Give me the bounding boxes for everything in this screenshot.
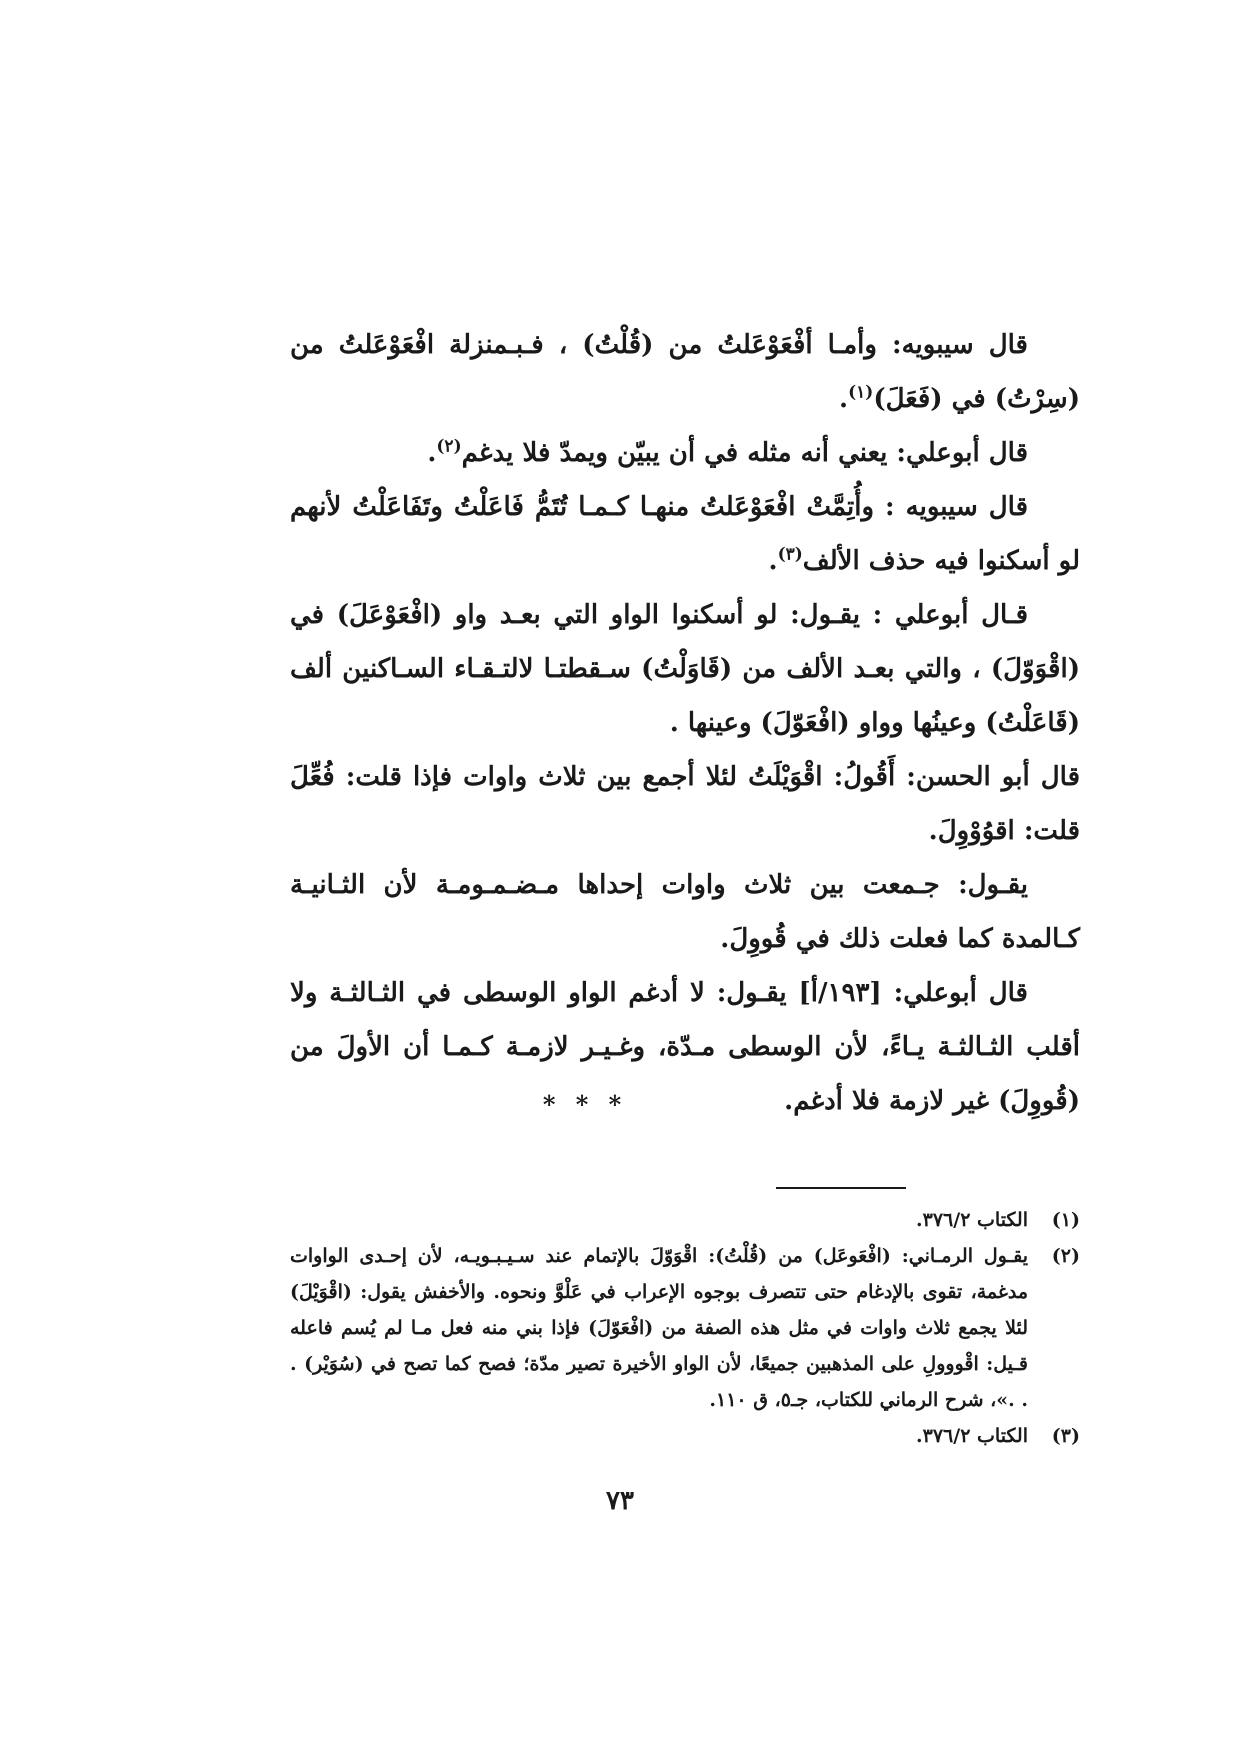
- paragraph-text: قـال أبوعلي : يقـول: لو أسكنوا الواو التي بعـد واو (افْعَوْعَلَ) في (اقْوَوّلَ) ، والتي بعـد الألف من (قَاوَلْتُ) سـقطتـا لالتـقـاء السـاكنين ألف (قَاعَلْتُ) وعينُها وواو (افْعَوّلَ) وعينها .: [290, 600, 1080, 738]
- paragraph-sibawayh-2: [290, 480, 1080, 588]
- paragraph-end: .: [427, 438, 437, 468]
- paragraph-sibawayh-1: [290, 318, 1080, 426]
- paragraph-yaqul: [290, 858, 1080, 966]
- footnote-ref-1[interactable]: (١): [848, 382, 874, 403]
- footnote-ref-3[interactable]: (٣): [777, 544, 803, 565]
- paragraph-text: قال سيبويه: وأمـا أفْعَوْعَلتُ من (قُلْتُ) ، فـبـمنزلة افْعَوْعَلتُ من (سِرْتُ) في (فَعَلَ): [290, 330, 1080, 414]
- paragraph-abu-al-hasan: [290, 750, 1080, 858]
- footnote-ref-2[interactable]: (٢): [436, 436, 462, 457]
- paragraph-text: قال سيبويه : وأُتِمَّتْ افْعَوْعَلتُ منهـا كـمـا تُتَمُّ فَاعَلْتُ وتَفَاعَلْتُ لأنهم لو أسكنوا فيه حذف الألف: [290, 492, 1080, 576]
- paragraph-text: قال أبو الحسن: أَقُولُ: اقْوَيْلَتُ لئلا أجمع بين ثلاث واوات فإذا قلت: فُعِّلَ قلت: اقوُوْوِلَ.: [290, 762, 1080, 846]
- footnote-text: الكتاب ٣٧٦/٢.: [916, 1209, 1028, 1231]
- paragraph-abu-ali-1: [290, 426, 1080, 480]
- footnote-text: الكتاب ٣٧٦/٢.: [916, 1425, 1028, 1447]
- footnote-number: (٢): [1051, 1245, 1080, 1267]
- paragraph-abu-ali-2: [290, 588, 1080, 750]
- page-number: ٧٣: [606, 1486, 634, 1516]
- main-text: [290, 318, 1080, 1128]
- paragraph-end: .: [768, 546, 778, 576]
- footnotes: [290, 1202, 1080, 1454]
- footnote-divider: [776, 1187, 906, 1189]
- paragraph-text: قال أبوعلي: يعني أنه مثله في أن يبيّن ويمدّ فلا يدغم: [461, 438, 1028, 468]
- footnote-3: [290, 1418, 1080, 1454]
- footnote-number: (١): [1051, 1209, 1080, 1231]
- paragraph-text: يقـول: جـمعت بين ثلاث واوات إحداها مـضـمـومـة لأن الثـانيـة كـالمدة كما فعلت ذلك في قُووِلَ.: [290, 870, 1080, 954]
- paragraph-text: قال أبوعلي: [١٩٣/أ] يقـول: لا أدغم الواو الوسطى في الثـالثـة ولا أقلب الثـالثـة يـاءً، لأن الوسطى مـدّة، وغـيـر لازمـة كـمـا أن الأولَ من (قُووِلَ) غير لازمة فلا أدغم.: [290, 978, 1080, 1116]
- footnote-2: [290, 1238, 1080, 1418]
- section-separator: * * *: [542, 1090, 628, 1119]
- footnote-1: [290, 1202, 1080, 1238]
- paragraph-abu-ali-3: [290, 966, 1080, 1128]
- footnote-number: (٣): [1051, 1425, 1080, 1447]
- paragraph-end: .: [839, 384, 849, 414]
- footnote-text: يقـول الرمـاني: (افْعَوعَل) من (قُلْتُ): اقْوَوّلَ بالإتمام عند سـيـبـويـه، لأن إحـدى الواوات مدغمة، تقوى بالإدغام حتى تتصرف بوجوه الإعراب في عَلْوَّ ونحوه. والأخفش يقول: (اقْوَيْلَ) لئلا يجمع ثلاث واوات في مثل هذه الصفة من (افْعَوّلَ) فإذا بني منه فعل مـا لم يُسم فاعله قـيل: اقْووولِ على المذهبين جميعًا، لأن الواو الأخيرة تصير مدّة؛ فصح كما تصح في (سُوَيْر) . . .»، شرح الرماني للكتاب، جـ٥، ق ١١٠.: [290, 1245, 1028, 1411]
